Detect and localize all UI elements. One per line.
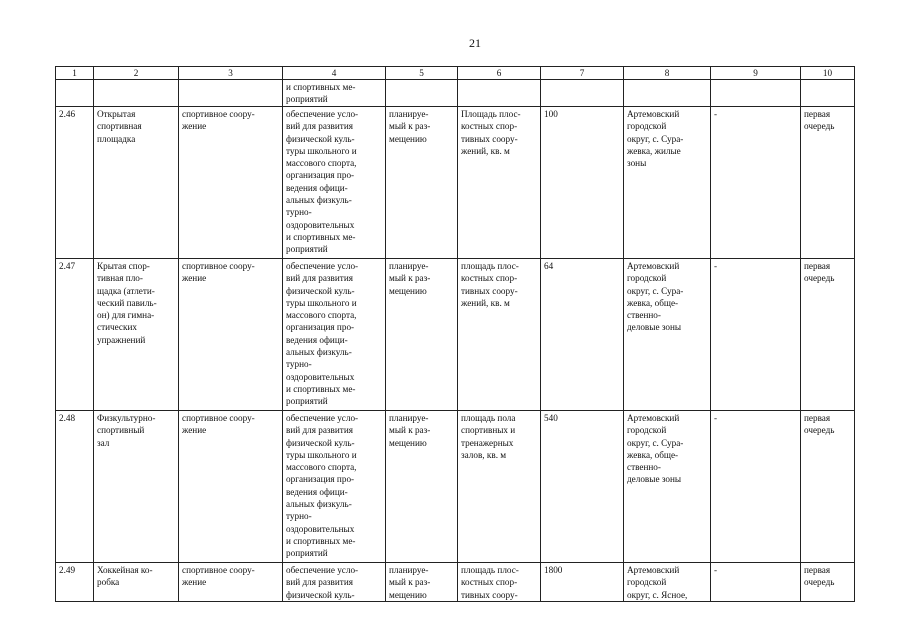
cell-location: Артемовский городской округ, с. Сура- жевка, обще- ственно- деловые зоны bbox=[624, 259, 711, 411]
cell-name: Открытая спортивная площадка bbox=[94, 107, 179, 259]
cell-location: 8 bbox=[624, 67, 711, 80]
table-row bbox=[56, 107, 855, 259]
header-row bbox=[56, 67, 855, 80]
cell-type: спортивное соору- жение bbox=[179, 563, 283, 602]
cell-location: Артемовский городской округ, с. Ясное, bbox=[624, 563, 711, 602]
table-body bbox=[56, 67, 855, 602]
cell-stage: первая очередь bbox=[801, 563, 855, 602]
cell-value bbox=[541, 80, 624, 107]
cell-zone: - bbox=[711, 259, 801, 411]
cell-characteristic: площадь пола спортивных и тренажерных залов, кв. м bbox=[458, 411, 541, 563]
cell-zone: - bbox=[711, 107, 801, 259]
cell-purpose: 4 bbox=[283, 67, 386, 80]
cell-value: 540 bbox=[541, 411, 624, 563]
cell-purpose: обеспечение усло- вий для развития физической куль- bbox=[283, 563, 386, 602]
cell-value: 100 bbox=[541, 107, 624, 259]
cell-name: Крытая спор- тивная пло- щадка (атлети- ческий павиль- он) для гимна- стических упражнений bbox=[94, 259, 179, 411]
cell-zone bbox=[711, 80, 801, 107]
cell-name: 2 bbox=[94, 67, 179, 80]
cell-purpose: обеспечение усло- вий для развития физической куль- туры школьного и массового спорта, организация про- ведения офици- альных физкуль- турно- оздоровительных и спортивных ме- роприятий bbox=[283, 107, 386, 259]
table-row bbox=[56, 563, 855, 602]
cell-type: 3 bbox=[179, 67, 283, 80]
cell-value: 1800 bbox=[541, 563, 624, 602]
cell-zone: - bbox=[711, 563, 801, 602]
cell-name: Физкультурно- спортивный зал bbox=[94, 411, 179, 563]
cell-type: спортивное соору- жение bbox=[179, 107, 283, 259]
table-row bbox=[56, 411, 855, 563]
table-row bbox=[56, 259, 855, 411]
cell-number bbox=[56, 80, 94, 107]
cell-characteristic: 6 bbox=[458, 67, 541, 80]
cell-status: планируе- мый к раз- мещению bbox=[386, 107, 458, 259]
cell-name bbox=[94, 80, 179, 107]
cell-stage: первая очередь bbox=[801, 411, 855, 563]
cell-number: 1 bbox=[56, 67, 94, 80]
cell-location: Артемовский городской округ, с. Сура- жевка, жилые зоны bbox=[624, 107, 711, 259]
cell-stage bbox=[801, 80, 855, 107]
cell-number: 2.48 bbox=[56, 411, 94, 563]
cell-purpose: обеспечение усло- вий для развития физической куль- туры школьного и массового спорта, организация про- ведения офици- альных физкуль- турно- оздоровительных и спортивных ме- роприятий bbox=[283, 259, 386, 411]
cell-zone: 9 bbox=[711, 67, 801, 80]
cell-type bbox=[179, 80, 283, 107]
cell-location bbox=[624, 80, 711, 107]
cell-status: планируе- мый к раз- мещению bbox=[386, 411, 458, 563]
cell-status: планируе- мый к раз- мещению bbox=[386, 563, 458, 602]
cell-name: Хоккейная ко- робка bbox=[94, 563, 179, 602]
cell-location: Артемовский городской округ, с. Сура- жевка, обще- ственно- деловые зоны bbox=[624, 411, 711, 563]
cell-value: 64 bbox=[541, 259, 624, 411]
page-number: 21 bbox=[469, 36, 481, 50]
cell-value: 7 bbox=[541, 67, 624, 80]
cell-status: 5 bbox=[386, 67, 458, 80]
cell-stage: первая очередь bbox=[801, 107, 855, 259]
cell-characteristic bbox=[458, 80, 541, 107]
cell-stage: 10 bbox=[801, 67, 855, 80]
continuation-row bbox=[56, 80, 855, 107]
cell-zone: - bbox=[711, 411, 801, 563]
cell-status: планируе- мый к раз- мещению bbox=[386, 259, 458, 411]
cell-characteristic: площадь плос- костных спор- тивных соору- bbox=[458, 563, 541, 602]
cell-number: 2.49 bbox=[56, 563, 94, 602]
cell-number: 2.46 bbox=[56, 107, 94, 259]
cell-type: спортивное соору- жение bbox=[179, 411, 283, 563]
cell-characteristic: Площадь плос- костных спор- тивных соору- жений, кв. м bbox=[458, 107, 541, 259]
cell-status bbox=[386, 80, 458, 107]
cell-purpose: обеспечение усло- вий для развития физической куль- туры школьного и массового спорта, организация про- ведения офици- альных физкуль- турно- оздоровительных и спортивных ме- роприятий bbox=[283, 411, 386, 563]
cell-characteristic: площадь плос- костных спор- тивных соору- жений, кв. м bbox=[458, 259, 541, 411]
cell-number: 2.47 bbox=[56, 259, 94, 411]
planning-table bbox=[55, 66, 855, 602]
cell-purpose: и спортивных ме- роприятий bbox=[283, 80, 386, 107]
cell-type: спортивное соору- жение bbox=[179, 259, 283, 411]
cell-stage: первая очередь bbox=[801, 259, 855, 411]
